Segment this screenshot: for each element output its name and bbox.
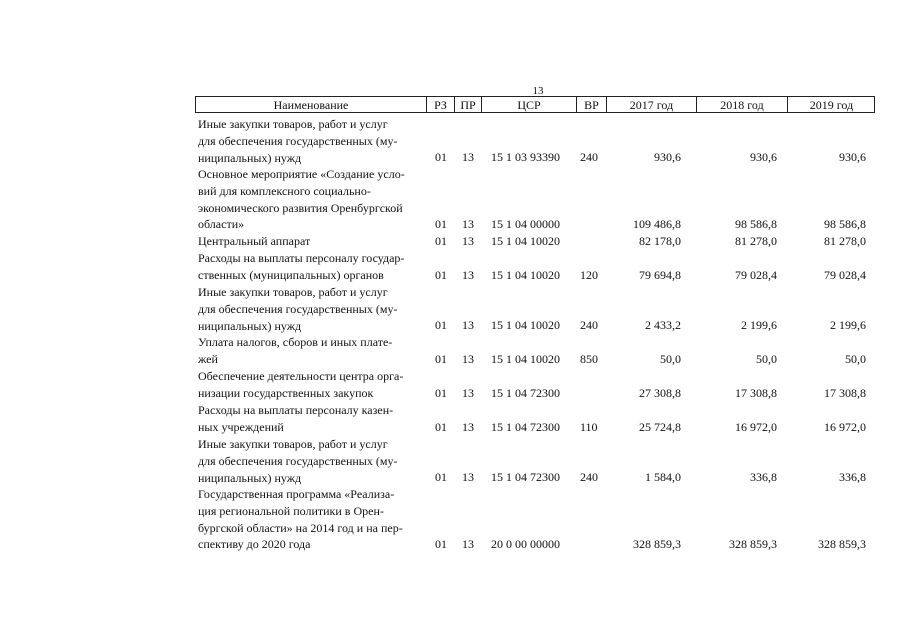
row-pr: 13 bbox=[462, 470, 474, 485]
row-vr: 240 bbox=[580, 150, 598, 165]
row-2018: 17 308,8 bbox=[735, 386, 777, 401]
table-row bbox=[195, 166, 875, 233]
row-2019: 328 859,3 bbox=[818, 537, 866, 552]
row-rz: 01 bbox=[435, 537, 447, 552]
row-2019: 98 586,8 bbox=[824, 217, 866, 232]
col-header-2018: 2018 год bbox=[697, 97, 788, 112]
row-2017: 1 584,0 bbox=[645, 470, 681, 485]
row-csr: 15 1 04 72300 bbox=[491, 470, 560, 485]
row-pr: 13 bbox=[462, 420, 474, 435]
row-2017: 50,0 bbox=[660, 352, 681, 367]
row-2018: 79 028,4 bbox=[735, 268, 777, 283]
row-csr: 15 1 04 00000 bbox=[491, 217, 560, 232]
row-rz: 01 bbox=[435, 150, 447, 165]
table-row bbox=[195, 284, 875, 334]
row-rz: 01 bbox=[435, 234, 447, 249]
row-name: Государственная программа «Реализа- ция региональной политики в Орен- бургской области» на 2014 год и на пер- спективу до 2020 года bbox=[198, 487, 403, 552]
row-vr: 120 bbox=[580, 268, 598, 283]
col-header-csr: ЦСР bbox=[482, 97, 577, 112]
row-vr: 240 bbox=[580, 318, 598, 333]
row-2017: 328 859,3 bbox=[633, 537, 681, 552]
table-row bbox=[195, 486, 875, 553]
row-2019: 79 028,4 bbox=[824, 268, 866, 283]
row-2017: 930,6 bbox=[654, 150, 681, 165]
row-pr: 13 bbox=[462, 234, 474, 249]
col-header-rz: РЗ bbox=[427, 97, 455, 112]
row-rz: 01 bbox=[435, 268, 447, 283]
row-2017: 2 433,2 bbox=[645, 318, 681, 333]
row-name: Иные закупки товаров, работ и услуг для обеспечения государственных (му- ниципальных) нужд bbox=[198, 285, 398, 333]
row-name: Обеспечение деятельности центра орга- низации государственных закупок bbox=[198, 369, 404, 400]
row-name: Основное мероприятие «Создание усло- вий для комплексного социально- экономического развития Оренбургской области» bbox=[198, 167, 405, 232]
row-pr: 13 bbox=[462, 352, 474, 367]
row-pr: 13 bbox=[462, 318, 474, 333]
row-2019: 50,0 bbox=[845, 352, 866, 367]
row-2017: 27 308,8 bbox=[639, 386, 681, 401]
row-rz: 01 bbox=[435, 470, 447, 485]
row-pr: 13 bbox=[462, 268, 474, 283]
row-pr: 13 bbox=[462, 217, 474, 232]
row-vr: 110 bbox=[580, 420, 598, 435]
row-csr: 15 1 04 10020 bbox=[491, 268, 560, 283]
row-2017: 109 486,8 bbox=[633, 217, 681, 232]
row-2018: 81 278,0 bbox=[735, 234, 777, 249]
row-csr: 15 1 04 72300 bbox=[491, 420, 560, 435]
row-name: Расходы на выплаты персоналу казен- ных учреждений bbox=[198, 403, 394, 434]
row-2017: 82 178,0 bbox=[639, 234, 681, 249]
table-header bbox=[195, 96, 875, 113]
row-csr: 15 1 04 10020 bbox=[491, 234, 560, 249]
row-2018: 16 972,0 bbox=[735, 420, 777, 435]
col-header-2019: 2019 год bbox=[809, 98, 854, 112]
row-name: Центральный аппарат bbox=[198, 234, 311, 248]
row-csr: 20 0 00 00000 bbox=[491, 537, 560, 552]
row-2018: 336,8 bbox=[750, 470, 777, 485]
row-name: Расходы на выплаты персоналу государ- ственных (муниципальных) органов bbox=[198, 251, 405, 282]
table-row bbox=[195, 402, 875, 436]
row-csr: 15 1 03 93390 bbox=[491, 150, 560, 165]
row-vr: 240 bbox=[580, 470, 598, 485]
row-2017: 79 694,8 bbox=[639, 268, 681, 283]
col-header-vr: ВР bbox=[577, 97, 607, 112]
col-header-name: Наименование bbox=[196, 97, 427, 112]
row-name: Иные закупки товаров, работ и услуг для обеспечения государственных (му- ниципальных) нужд bbox=[198, 437, 398, 485]
table-row bbox=[195, 436, 875, 486]
table-row bbox=[195, 334, 875, 368]
col-header-pr: ПР bbox=[455, 97, 482, 112]
row-2019: 17 308,8 bbox=[824, 386, 866, 401]
row-2018: 50,0 bbox=[756, 352, 777, 367]
table-row bbox=[195, 233, 875, 250]
page-number: 13 bbox=[532, 85, 544, 97]
row-2019: 16 972,0 bbox=[824, 420, 866, 435]
row-rz: 01 bbox=[435, 217, 447, 232]
row-pr: 13 bbox=[462, 150, 474, 165]
row-name: Уплата налогов, сборов и иных плате- жей bbox=[198, 335, 393, 366]
row-pr: 13 bbox=[462, 386, 474, 401]
row-vr: 850 bbox=[580, 352, 598, 367]
row-rz: 01 bbox=[435, 420, 447, 435]
row-rz: 01 bbox=[435, 352, 447, 367]
row-csr: 15 1 04 10020 bbox=[491, 352, 560, 367]
row-pr: 13 bbox=[462, 537, 474, 552]
row-rz: 01 bbox=[435, 386, 447, 401]
col-header-2017: 2017 год bbox=[607, 97, 697, 112]
row-2019: 930,6 bbox=[839, 150, 866, 165]
row-rz: 01 bbox=[435, 318, 447, 333]
row-2018: 328 859,3 bbox=[729, 537, 777, 552]
table-row bbox=[195, 250, 875, 284]
row-csr: 15 1 04 72300 bbox=[491, 386, 560, 401]
row-2018: 930,6 bbox=[750, 150, 777, 165]
row-csr: 15 1 04 10020 bbox=[491, 318, 560, 333]
table-row bbox=[195, 116, 875, 166]
row-2019: 336,8 bbox=[839, 470, 866, 485]
row-name: Иные закупки товаров, работ и услуг для обеспечения государственных (му- ниципальных) нужд bbox=[198, 117, 398, 165]
row-2018: 98 586,8 bbox=[735, 217, 777, 232]
row-2019: 2 199,6 bbox=[830, 318, 866, 333]
row-2018: 2 199,6 bbox=[741, 318, 777, 333]
row-2017: 25 724,8 bbox=[639, 420, 681, 435]
table-row bbox=[195, 368, 875, 402]
row-2019: 81 278,0 bbox=[824, 234, 866, 249]
